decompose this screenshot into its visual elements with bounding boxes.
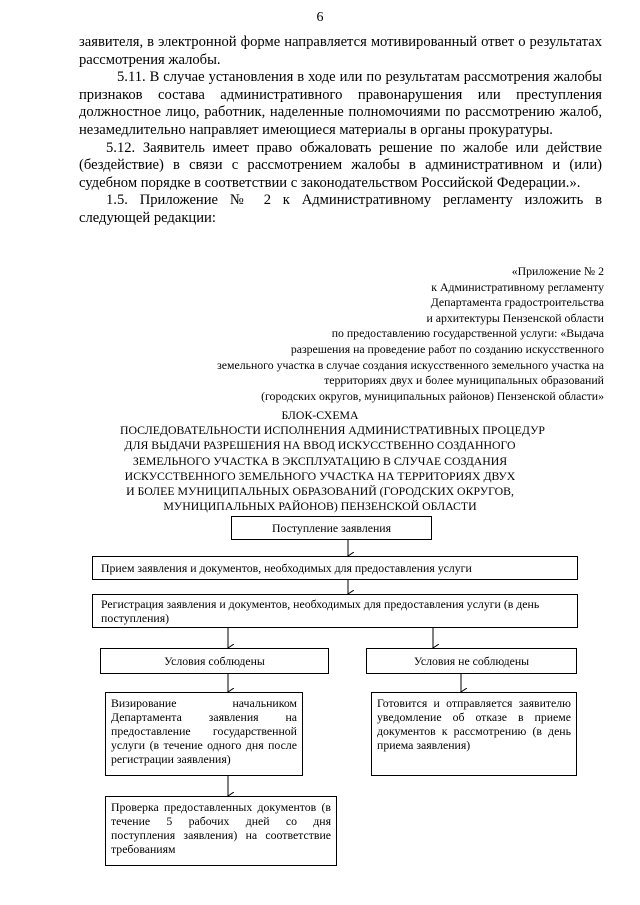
- appendix-line: разрешения на проведение работ по созданию искусственного: [290, 341, 604, 356]
- body-text: [79, 34, 602, 228]
- appendix-line: к Административному регламенту: [431, 279, 604, 294]
- heading-line: И БОЛЕЕ МУНИЦИПАЛЬНЫХ ОБРАЗОВАНИЙ (ГОРОДСКИХ ОКРУГОВ,: [126, 484, 514, 499]
- box-endorse: Визирование начальником Департамента заявления на предоставление государственной услуги (в течение одного дня после регистрации заявления): [105, 692, 303, 776]
- box-registration: Регистрация заявления и документов, необходимых для предоставления услуги (в день поступления): [92, 594, 578, 628]
- appendix-line: по предоставлению государственной услуги: «Выдача: [331, 326, 604, 341]
- box-intake: Прием заявления и документов, необходимых для предоставления услуги: [92, 556, 578, 580]
- appendix-line: «Приложение № 2: [511, 264, 604, 278]
- box-refusal: Готовится и отправляется заявителю уведомление об отказе в приеме документов к рассмотрению (в день приема заявления): [371, 692, 577, 776]
- heading-line: ДЛЯ ВЫДАЧИ РАЗРЕШЕНИЯ НА ВВОД ИСКУССТВЕННО СОЗДАННОГО: [124, 438, 516, 453]
- paragraph-5-12: 5.12. Заявитель имеет право обжаловать решение по жалобе или действие (бездействие) в связи с рассмотрением жалобы в административном и (или) судебном порядке в соответствии с законодательством Российской Федерации.».: [79, 139, 602, 191]
- box-conditions-met: Условия соблюдены: [100, 648, 329, 674]
- appendix-line: территориях двух и более муниципальных образований: [324, 373, 604, 388]
- appendix-header: [140, 264, 604, 404]
- box-receipt: Поступление заявления: [231, 516, 432, 540]
- page-number: 6: [316, 10, 324, 25]
- heading-line: БЛОК-СХЕМА: [281, 408, 359, 422]
- appendix-line: земельного участка в случае создания искусственного земельного участка на: [217, 357, 604, 372]
- heading-line: МУНИЦИПАЛЬНЫХ РАЙОНОВ) ПЕНЗЕНСКОЙ ОБЛАСТИ: [163, 499, 477, 514]
- paragraph-5-11: 5.11. В случае установления в ходе или по результатам рассмотрения жалобы признаков состава административного правонарушения или преступления должностное лицо, работник, наделенные полномочиями по рассмотрению жалоб, незамедлительно направляет имеющиеся материалы в органы прокуратуры.: [79, 69, 602, 138]
- paragraph-1-5: 1.5. Приложение № 2 к Административному регламенту изложить в следующей редакции:: [79, 192, 602, 226]
- appendix-line: (городских округов, муниципальных районов) Пензенской области»: [261, 388, 604, 403]
- appendix-line: Департамента градостроительства: [430, 295, 604, 310]
- heading-line: ПОСЛЕДОВАТЕЛЬНОСТИ ИСПОЛНЕНИЯ АДМИНИСТРАТИВНЫХ ПРОЦЕДУР: [120, 423, 545, 438]
- box-check: Проверка предоставленных документов (в течение 5 рабочих дней со дня поступления заявления) на соответствие требованиям: [105, 796, 337, 866]
- appendix-line: и архитектуры Пензенской области: [426, 310, 604, 325]
- paragraph-complaint-answer: заявителя, в электронной форме направляется мотивированный ответ о результатах рассмотрения жалобы.: [79, 34, 602, 68]
- heading-line: ЗЕМЕЛЬНОГО УЧАСТКА В ЭКСПЛУАТАЦИЮ В СЛУЧАЕ СОЗДАНИЯ: [132, 453, 508, 468]
- box-conditions-not-met: Условия не соблюдены: [366, 648, 577, 674]
- flowchart-heading: [120, 408, 545, 514]
- heading-line: ИСКУССТВЕННОГО ЗЕМЕЛЬНОГО УЧАСТКА НА ТЕРРИТОРИЯХ ДВУХ: [124, 468, 516, 483]
